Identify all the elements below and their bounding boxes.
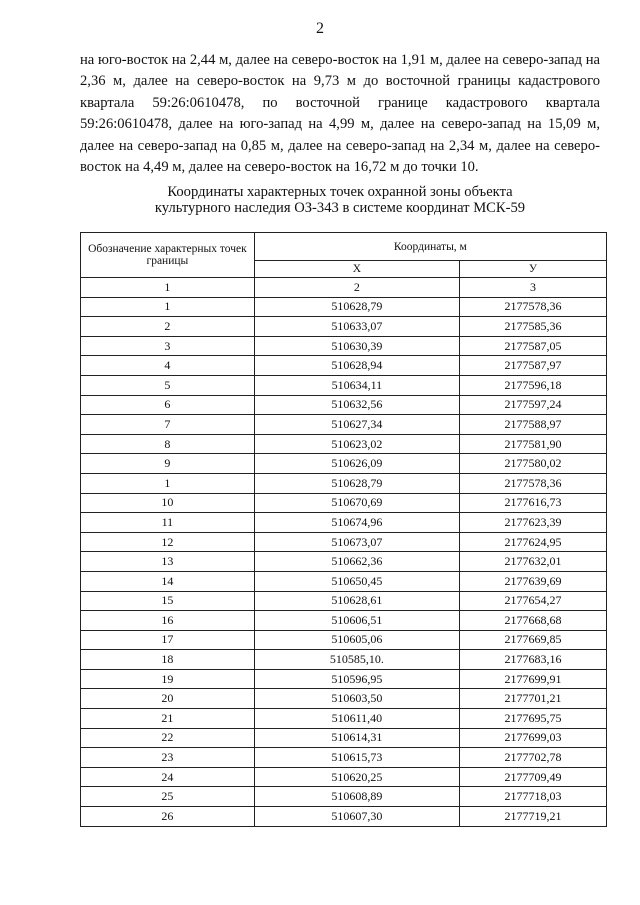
table-body xyxy=(81,297,607,826)
table-row xyxy=(81,375,607,395)
y-coordinate-cell: 2177623,39 xyxy=(460,513,607,533)
point-cell: 24 xyxy=(81,767,255,787)
x-coordinate-cell: 510628,94 xyxy=(254,356,459,376)
x-coordinate-cell: 510673,07 xyxy=(254,532,459,552)
y-coordinate-cell: 2177632,01 xyxy=(460,552,607,572)
table-row xyxy=(81,395,607,415)
table-title xyxy=(80,184,600,216)
y-coordinate-cell: 2177669,85 xyxy=(460,630,607,650)
table-row xyxy=(81,297,607,317)
table-row xyxy=(81,807,607,827)
table-row xyxy=(81,493,607,513)
y-coordinate-cell: 2177718,03 xyxy=(460,787,607,807)
table-row xyxy=(81,454,607,474)
y-coordinate-cell: 2177578,36 xyxy=(460,473,607,493)
x-coordinate-cell: 510634,11 xyxy=(254,375,459,395)
point-cell: 7 xyxy=(81,415,255,435)
table-row xyxy=(81,415,607,435)
table-title-line: Координаты характерных точек охранной зоны объекта xyxy=(167,184,513,200)
x-coordinate-cell: 510606,51 xyxy=(254,611,459,631)
table-row xyxy=(81,473,607,493)
y-coordinate-cell: 2177702,78 xyxy=(460,748,607,768)
table-row xyxy=(81,317,607,337)
point-cell: 14 xyxy=(81,571,255,591)
table-row xyxy=(81,532,607,552)
point-cell: 6 xyxy=(81,395,255,415)
y-coordinate-cell: 2177654,27 xyxy=(460,591,607,611)
y-coordinate-cell: 2177668,68 xyxy=(460,611,607,631)
point-cell: 21 xyxy=(81,709,255,729)
paragraph-line: 59:26:0610478, далее на юго-запад на 4,99 м, далее на северо-запад на 15,09 м, xyxy=(80,116,600,133)
y-coordinate-cell: 2177709,49 xyxy=(460,767,607,787)
paragraph-line: квартала 59:26:0610478, по восточной границе кадастрового квартала xyxy=(80,94,600,111)
body-paragraph xyxy=(80,50,600,178)
y-coordinate-cell: 2177587,05 xyxy=(460,336,607,356)
y-coordinate-cell: 2177719,21 xyxy=(460,807,607,827)
table-row xyxy=(81,336,607,356)
point-cell: 4 xyxy=(81,356,255,376)
point-cell: 18 xyxy=(81,650,255,670)
table-row xyxy=(81,513,607,533)
x-coordinate-cell: 510633,07 xyxy=(254,317,459,337)
x-coordinate-cell: 510627,34 xyxy=(254,415,459,435)
y-coordinate-cell: 2177596,18 xyxy=(460,375,607,395)
table-row xyxy=(81,787,607,807)
x-coordinate-cell: 510620,25 xyxy=(254,767,459,787)
x-coordinate-cell: 510674,96 xyxy=(254,513,459,533)
y-coordinate-cell: 2177588,97 xyxy=(460,415,607,435)
column-number: 3 xyxy=(460,278,607,298)
point-cell: 23 xyxy=(81,748,255,768)
y-coordinate-cell: 2177701,21 xyxy=(460,689,607,709)
x-coordinate-cell: 510611,40 xyxy=(254,709,459,729)
column-number: 1 xyxy=(81,278,255,298)
paragraph-line: на юго-восток на 2,44 м, далее на северо-восток на 1,91 м, далее на северо-запад xyxy=(80,52,582,68)
x-coordinate-cell: 510626,09 xyxy=(254,454,459,474)
point-cell: 20 xyxy=(81,689,255,709)
header-point-designation: Обозначение характерных точек границы xyxy=(81,233,255,278)
x-coordinate-cell: 510614,31 xyxy=(254,728,459,748)
y-coordinate-cell: 2177639,69 xyxy=(460,571,607,591)
header-x: X xyxy=(254,261,459,278)
point-cell: 2 xyxy=(81,317,255,337)
x-coordinate-cell: 510670,69 xyxy=(254,493,459,513)
page-number: 2 xyxy=(316,20,324,37)
x-coordinate-cell: 510615,73 xyxy=(254,748,459,768)
point-cell: 22 xyxy=(81,728,255,748)
point-cell: 25 xyxy=(81,787,255,807)
x-coordinate-cell: 510628,79 xyxy=(254,473,459,493)
y-coordinate-cell: 2177585,36 xyxy=(460,317,607,337)
point-cell: 9 xyxy=(81,454,255,474)
x-coordinate-cell: 510650,45 xyxy=(254,571,459,591)
x-coordinate-cell: 510603,50 xyxy=(254,689,459,709)
point-cell: 8 xyxy=(81,434,255,454)
y-coordinate-cell: 2177580,02 xyxy=(460,454,607,474)
table-row xyxy=(81,552,607,572)
header-coordinates: Координаты, м xyxy=(254,233,606,261)
x-coordinate-cell: 510662,36 xyxy=(254,552,459,572)
y-coordinate-cell: 2177683,16 xyxy=(460,650,607,670)
x-coordinate-cell: 510630,39 xyxy=(254,336,459,356)
x-coordinate-cell: 510632,56 xyxy=(254,395,459,415)
table-row xyxy=(81,356,607,376)
point-cell: 17 xyxy=(81,630,255,650)
point-cell: 13 xyxy=(81,552,255,572)
point-cell: 12 xyxy=(81,532,255,552)
header-y: У xyxy=(460,261,607,278)
point-cell: 16 xyxy=(81,611,255,631)
x-coordinate-cell: 510596,95 xyxy=(254,669,459,689)
y-coordinate-cell: 2177581,90 xyxy=(460,434,607,454)
x-coordinate-cell: 510628,79 xyxy=(254,297,459,317)
table-row xyxy=(81,689,607,709)
table-row xyxy=(81,630,607,650)
y-coordinate-cell: 2177616,73 xyxy=(460,493,607,513)
point-cell: 26 xyxy=(81,807,255,827)
y-coordinate-cell: 2177578,36 xyxy=(460,297,607,317)
table-row xyxy=(81,611,607,631)
point-cell: 15 xyxy=(81,591,255,611)
x-coordinate-cell: 510623,02 xyxy=(254,434,459,454)
y-coordinate-cell: 2177624,95 xyxy=(460,532,607,552)
table-row xyxy=(81,591,607,611)
x-coordinate-cell: 510607,30 xyxy=(254,807,459,827)
point-cell: 5 xyxy=(81,375,255,395)
x-coordinate-cell: 510585,10. xyxy=(254,650,459,670)
y-coordinate-cell: 2177587,97 xyxy=(460,356,607,376)
x-coordinate-cell: 510605,06 xyxy=(254,630,459,650)
column-number: 2 xyxy=(254,278,459,298)
y-coordinate-cell: 2177699,03 xyxy=(460,728,607,748)
point-cell: 11 xyxy=(81,513,255,533)
table-row xyxy=(81,728,607,748)
point-cell: 1 xyxy=(81,297,255,317)
point-cell: 3 xyxy=(81,336,255,356)
y-coordinate-cell: 2177699,91 xyxy=(460,669,607,689)
table-row xyxy=(81,434,607,454)
paragraph-line: на 2,36 м, далее на северо-восток на 9,73 м до восточной границы кадастрового xyxy=(80,52,600,90)
y-coordinate-cell: 2177597,24 xyxy=(460,395,607,415)
paragraph-line: на северо-восток на 4,49 м, далее на северо-восток на 16,72 м до точки 10. xyxy=(80,137,600,176)
y-coordinate-cell: 2177695,75 xyxy=(460,709,607,729)
table-row xyxy=(81,767,607,787)
paragraph-line: далее на северо-запад на 0,85 м, далее на северо-запад на 2,34 м, далее xyxy=(80,137,531,154)
table-row xyxy=(81,571,607,591)
table-row xyxy=(81,669,607,689)
point-cell: 10 xyxy=(81,493,255,513)
point-cell: 19 xyxy=(81,669,255,689)
table-row xyxy=(81,748,607,768)
x-coordinate-cell: 510628,61 xyxy=(254,591,459,611)
coordinates-table xyxy=(80,232,607,827)
table-row xyxy=(81,709,607,729)
point-cell: 1 xyxy=(81,473,255,493)
table-title-line: культурного наследия ОЗ-343 в системе координат МСК-59 xyxy=(154,200,526,216)
table-row xyxy=(81,650,607,670)
x-coordinate-cell: 510608,89 xyxy=(254,787,459,807)
